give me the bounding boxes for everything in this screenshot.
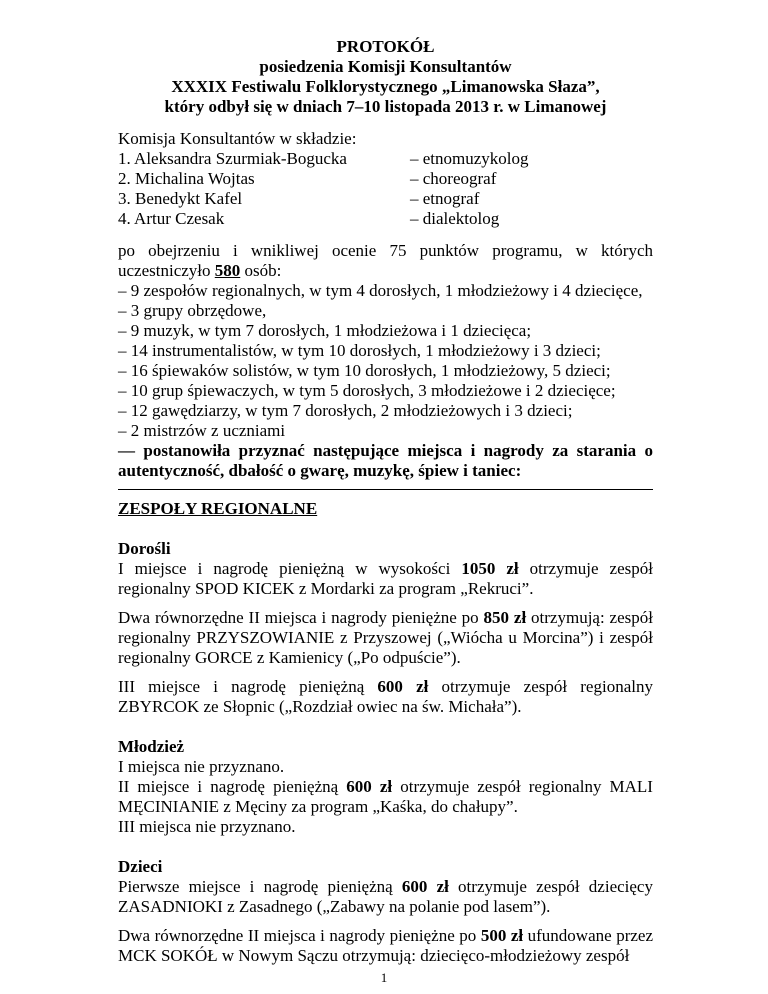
member-role: – choreograf	[410, 169, 497, 188]
award-amount: 850 zł	[483, 608, 527, 627]
award-text: Dwa równorzędne II miejsca i nagrody pieniężne po	[118, 926, 481, 945]
review-item: – 14 instrumentalistów, w tym 10 dorosłych, 1 młodzieżowy i 3 dzieci;	[118, 341, 601, 360]
page-number: 1	[380, 970, 388, 985]
review-item: – 16 śpiewaków solistów, w tym 10 dorosłych, 1 młodzieżowy, 5 dzieci;	[118, 361, 611, 380]
review-tail: osób:	[240, 261, 282, 280]
committee-block	[118, 129, 653, 229]
children-award-1	[118, 877, 653, 917]
youth-line-3: III miejsca nie przyznano.	[118, 817, 296, 836]
youth-line-1: I miejsca nie przyznano.	[118, 757, 285, 776]
award-amount: 600 zł	[401, 877, 449, 896]
review-item: – 12 gawędziarzy, w tym 7 dorosłych, 2 młodzieżowych i 3 dzieci;	[118, 401, 573, 420]
award-text: otrzymuje zespół regionalny MALI MĘCINIANIE z Męciny za program „Kaśka, do chałupy”.	[118, 777, 653, 816]
review-item: – 9 muzyk, w tym 7 dorosłych, 1 młodzieżowa i 1 dziecięca;	[118, 321, 532, 340]
title-line-3: XXXIX Festiwalu Folklorystycznego „Limanowska Słaza”,	[171, 77, 600, 96]
member-name: 2. Michalina Wojtas	[118, 169, 255, 188]
committee-member	[118, 169, 653, 189]
member-role: – etnograf	[410, 189, 480, 208]
award-text: otrzymuje zespół regionalny ZBYRCOK ze Słopnic („Rozdział owiec na św. Michała”).	[118, 677, 653, 716]
section-heading: ZESPOŁY REGIONALNE	[118, 499, 318, 518]
award-text: Pierwsze miejsce i nagrodę pieniężną	[118, 877, 402, 896]
children-award-2	[118, 926, 653, 966]
committee-member	[118, 189, 653, 209]
award-text: I miejsce i nagrodę pieniężną w wysokości	[118, 559, 462, 578]
award-text: Dwa równorzędne II miejsca i nagrody pieniężne po	[118, 608, 484, 627]
award-text: otrzymuje zespół regionalny SPOD KICEK z Mordarki za program „Rekruci”.	[118, 559, 653, 598]
award-text: ufundowane przez MCK SOKÓŁ w Nowym Sączu otrzymują: dziecięco-młodzieżowy zespół	[118, 926, 653, 965]
award-text: III miejsce i nagrodę pieniężną	[118, 677, 378, 696]
member-role: – dialektolog	[410, 209, 500, 228]
award-amount: 600 zł	[346, 777, 393, 796]
award-text: otrzymują: zespół regionalny PRZYSZOWIANIE z Przyszowej („Wiócha u Morcina”) i zespół regionalny GORCE z Kamienicy („Po odpuście”).	[118, 608, 653, 667]
section-divider	[118, 489, 653, 490]
review-lead-text: po obejrzeniu i wnikliwej ocenie 75 punktów programu, w których uczestniczyło	[118, 241, 653, 280]
award-text: otrzymuje zespół dziecięcy ZASADNIOKI z Zasadnego („Zabawy na polanie pod lasem”).	[118, 877, 653, 916]
adults-award-3	[118, 677, 653, 717]
adults-award-1	[118, 559, 653, 599]
title-line-1: PROTOKÓŁ	[336, 37, 435, 56]
review-lead	[118, 241, 653, 281]
award-amount: 500 zł	[480, 926, 524, 945]
review-item: – 10 grup śpiewaczych, w tym 5 dorosłych, 3 młodzieżowe i 2 dziecięce;	[118, 381, 616, 400]
title-line-2: posiedzenia Komisji Konsultantów	[259, 57, 512, 76]
committee-member	[118, 209, 653, 229]
document-title	[118, 37, 653, 117]
adults-award-2	[118, 608, 653, 668]
award-amount: 1050 zł	[461, 559, 519, 578]
review-item: – 3 grupy obrzędowe,	[118, 301, 267, 320]
award-text: II miejsce i nagrodę pieniężną	[118, 777, 347, 796]
participants-count: 580	[214, 261, 241, 280]
decision-text: — postanowiła przyznać następujące miejsca i nagrody za starania o autentyczność, dbałość o gwarę, muzykę, śpiew i taniec:	[118, 441, 653, 480]
member-role: – etnomuzykolog	[410, 149, 529, 168]
award-amount: 600 zł	[377, 677, 429, 696]
category-adults-label: Dorośli	[118, 539, 171, 558]
review-item: – 2 mistrzów z uczniami	[118, 421, 286, 440]
youth-award-2	[118, 777, 653, 817]
category-children-label: Dzieci	[118, 857, 163, 876]
review-item: – 9 zespołów regionalnych, w tym 4 dorosłych, 1 młodzieżowy i 4 dziecięce,	[118, 281, 643, 300]
member-name: 3. Benedykt Kafel	[118, 189, 243, 208]
title-line-4: który odbył się w dniach 7–10 listopada 2013 r. w Limanowej	[164, 97, 607, 116]
member-name: 4. Artur Czesak	[118, 209, 225, 228]
member-name: 1. Aleksandra Szurmiak-Bogucka	[118, 149, 347, 168]
document-page	[118, 0, 653, 966]
review-block	[118, 241, 653, 481]
committee-member	[118, 149, 653, 169]
committee-intro: Komisja Konsultantów w składzie:	[118, 129, 357, 148]
category-youth-label: Młodzież	[118, 737, 185, 756]
